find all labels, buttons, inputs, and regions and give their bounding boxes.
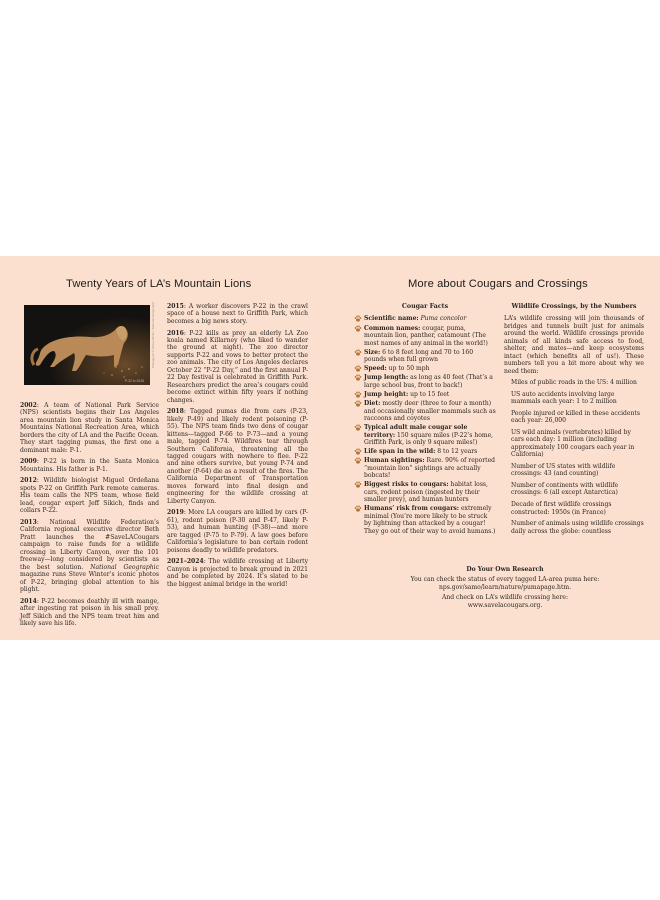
paw-icon [354,448,362,455]
paw-icon [354,400,362,407]
crossings-heading: Wildlife Crossings, by the Numbers [511,303,637,310]
crossing-stat: Decade of first wildlife crossings constructed: 1950s (in France) [511,501,612,516]
photo-caption: P-22 in 2015 [124,379,144,383]
paw-icon [354,325,362,332]
timeline-column-1 [20,402,159,632]
timeline-entry: 2013: National Wildlife Federation’s California regional executive director Beth Pratt launches the #SaveLACougars campaign to raise funds for a wildlife crossing in Liberty Canyon, over the 101 freeway—long considered by scientists as the best solution. National Geographic magazine runs Steve Winter’s iconic photos of P-22, bringing global attention to his plight. [20,518,159,593]
cougar-facts-column [354,303,496,537]
research-link-1[interactable]: nps.gov/samo/learn/nature/pumapage.htm. [438,583,572,591]
crossings-stats-list [504,379,644,535]
cougar-fact: Life span in the wild: 8 to 12 years [354,448,496,455]
research-section [410,566,600,609]
puma-photo [24,301,155,385]
cougar-fact: Scientific name: Puma concolor [354,315,496,322]
cougar-fact: Jump length: as long as 40 feet (That’s a large school bus, front to back!) [354,374,496,389]
cougar-fact: Common names: cougar, puma, mountain lion, panther, catamount (The most names of any animal in the world!) [354,325,496,347]
timeline-entry: 2019: More LA cougars are killed by cars (P-61), rodent poison (P-30 and P-47, likely P-53), and human hunting (P-38)—and more are tagged (P-75 to P-79). A law goes before California’s legislature to ban certain rodent poisons deadly to wildlife predators. [167,509,308,554]
timeline-entry: 2021–2024: The wildlife crossing at Liberty Canyon is projected to break ground in 2021 and be completed by 2024. It’s slated to be the biggest animal bridge in the world! [167,558,308,588]
timeline-entry: 2015: A worker discovers P-22 in the crawl space of a house next to Griffith Park, which becomes a big news story. [167,303,308,325]
left-page-title: Twenty Years of LA’s Mountain Lions [66,278,252,290]
cougar-facts-heading: Cougar Facts [401,303,449,310]
paw-icon [354,505,362,512]
crossing-stat: Number of animals using wildlife crossings daily across the globe: countless [511,520,644,535]
research-heading: Do Your Own Research [466,566,544,573]
cougar-fact: Jump height: up to 15 feet [354,391,496,398]
timeline-entry: 2009: P-22 is born in the Santa Monica Mountains. His father is P-1. [20,458,159,473]
timeline-entry: 2014: P-22 becomes deathly ill with mange, after ingesting rat poison in his small prey. Jeff Sikich and the NPS team treat him and likely save his life. [20,597,159,627]
cougar-fact: Humans’ risk from cougars: extremely minimal (You’re more likely to be struck by lightning than attacked by a cougar! They go out of their way to avoid humans.) [354,505,496,535]
timeline-entry: 2018: Tagged pumas die from cars (P-23, likely P-49) and likely rodent poisoning (P-55). The NPS team finds two dens of cougar kittens—tagged P-66 to P-73—and a young male, tagged P-74. Wildfires tear through Southern California, threatening all the tagged cougars with nowhere to flee. P-22 and nine others survive, but young P-74 and another (P-64) die as a result of the fires. The California Department of Transportation moves forward into final design and engineering for the wildlife crossing at Liberty Canyon. [167,408,308,505]
cougar-fact: Diet: mostly deer (three to four a month) and occasionally smaller mammals such as raccoons and coyotes [354,400,496,422]
paw-icon [354,424,362,431]
crossings-column [504,303,644,539]
crossing-stat: US wild animals (vertebrates) killed by cars each day: 1 million (including approximately 100 cougars each year in California) [511,428,635,459]
cougar-facts-list [354,315,496,535]
right-page-title: More about Cougars and Crossings [408,278,588,290]
crossing-stat: Number of US states with wildlife crossings: 43 (and counting) [511,462,616,478]
crossings-intro: LA’s wildlife crossing will join thousands of bridges and tunnels built just for animals around the world. Wildlife crossings provide animals of all kinds safe access to food, shelter, and mates—and keep ecosystems intact (which benefits all of us!). These numbers tell you a bit more about why we need them: [504,315,644,375]
photo-credit: Photograph © Steve Winter / National Geographic [150,301,155,369]
crossing-stat: Number of continents with wildlife crossings: 6 (all except Antarctica) [511,482,619,497]
research-link-2[interactable]: www.savelacougars.org. [467,601,543,609]
timeline-column-2 [167,303,308,592]
crossing-stat: People injured or killed in these accidents each year: 26,000 [511,409,640,425]
cougar-fact: Typical adult male cougar sole territory: 150 square miles (P-22’s home, Griffith Park, is only 9 square miles!) [354,424,496,446]
paw-icon [354,457,362,464]
paw-icon [354,391,362,398]
puma-illustration [24,305,150,385]
research-line-2: And check on LA’s wildlife crossing here: [441,594,569,602]
timeline-entry: 2002: A team of National Park Service (NPS) scientists begins their Los Angeles area mountain lion study in Santa Monica Mountains National Recreation Area, which borders the city of LA and the Pacific Ocean. They start tagging pumas, the first one a dominant male: P-1. [20,402,159,454]
paw-icon [354,374,362,381]
book-spread [0,256,660,640]
cougar-fact: Biggest risks to cougars: habitat loss, cars, rodent poison (ingested by their smaller prey), and human hunters [354,481,496,503]
paw-icon [354,315,362,322]
paw-icon [354,365,362,372]
crossing-stat: US auto accidents involving large mammals each year: 1 to 2 million [511,390,617,406]
cougar-fact: Speed: up to 50 mph [354,365,496,372]
timeline-entry: 2012: Wildlife biologist Miguel Ordeñana spots P-22 on Griffith Park remote cameras. His team calls the NPS team, whose field lead, cougar expert Jeff Sikich, finds and collars P-22. [20,477,159,515]
cougar-fact: Size: 6 to 8 feet long and 70 to 160 pounds when full grown [354,349,496,364]
paw-icon [354,481,362,488]
timeline-entry: 2016: P-22 kills as prey an elderly LA Zoo koala named Killarney (who liked to wander the ground at night). The zoo director supports P-22 and vows to better protect the zoo animals. The city of Los Angeles declares October 22 “P-22 Day,” and the first annual P-22 Day festival is celebrated in Griffith Park. Researchers predict the area’s cougars could become extinct within fifty years if nothing changes. [167,329,308,404]
cougar-fact: Human sightings: Rare. 90% of reported “mountain lion” sightings are actually bobcats! [354,457,496,479]
crossing-stat: Miles of public roads in the US: 4 million [511,379,637,387]
paw-icon [354,349,362,356]
research-line-1: You can check the status of every tagged LA-area puma here: [410,576,600,584]
